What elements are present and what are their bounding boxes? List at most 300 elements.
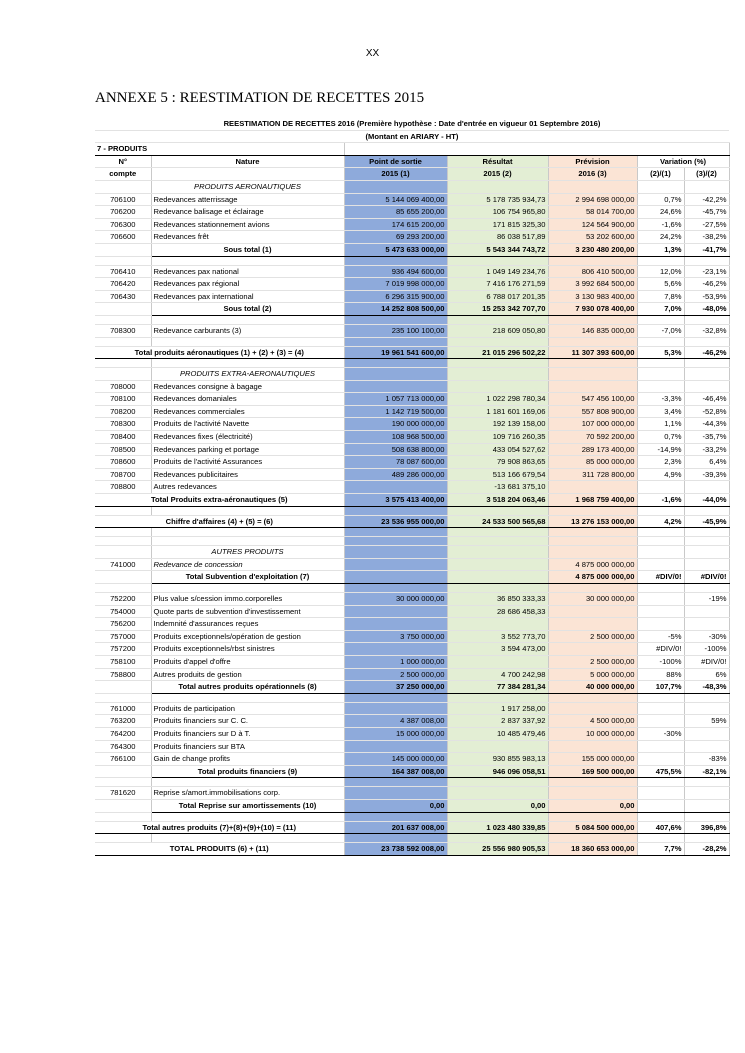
variation-3-2-cell: -35,7%	[684, 431, 729, 444]
variation-2-1-cell	[637, 546, 684, 559]
table-row	[95, 324, 729, 337]
variation-3-2-cell: -82,1%	[684, 765, 729, 778]
resultat-cell: 218 609 050,80	[447, 324, 548, 337]
account-cell: 708300	[95, 418, 151, 431]
variation-3-2-cell	[684, 368, 729, 381]
point-sortie-cell: 37 250 000,00	[344, 681, 447, 694]
account-cell: 706600	[95, 231, 151, 244]
point-sortie-cell	[344, 571, 447, 584]
prevision-cell: 2 500 000,00	[548, 630, 637, 643]
prevision-cell	[548, 740, 637, 753]
prevision-cell: 3 130 983 400,00	[548, 290, 637, 303]
point-sortie-cell: 0,00	[344, 799, 447, 812]
prevision-cell: 40 000 000,00	[548, 681, 637, 694]
table-row	[95, 278, 729, 291]
table-row	[95, 468, 729, 481]
variation-2-1-cell: 7,7%	[637, 843, 684, 856]
table-row	[95, 740, 729, 753]
nature-cell: PRODUITS AERONAUTIQUES	[151, 180, 344, 193]
nature-cell: Sous total (2)	[151, 303, 344, 316]
prevision-cell: 146 835 000,00	[548, 324, 637, 337]
variation-2-1-cell	[637, 787, 684, 800]
point-sortie-cell: 174 615 200,00	[344, 218, 447, 231]
point-sortie-cell: 3 575 413 400,00	[344, 494, 447, 507]
variation-2-1-cell: -5%	[637, 630, 684, 643]
point-sortie-cell: 190 000 000,00	[344, 418, 447, 431]
resultat-cell: 1 022 298 780,34	[447, 393, 548, 406]
resultat-cell: 106 754 965,80	[447, 206, 548, 219]
point-sortie-cell: 23 536 955 000,00	[344, 515, 447, 528]
variation-3-2-cell: -39,3%	[684, 468, 729, 481]
table-row	[95, 727, 729, 740]
nature-cell: Redevance carburants (3)	[151, 324, 344, 337]
point-sortie-cell: 145 000 000,00	[344, 753, 447, 766]
account-cell	[95, 180, 151, 193]
recettes-table	[95, 118, 730, 856]
variation-3-2-cell: #DIV/0!	[684, 655, 729, 668]
variation-3-2-cell: -30%	[684, 630, 729, 643]
resultat-cell: 946 096 058,51	[447, 765, 548, 778]
table-row	[95, 481, 729, 494]
spacer-row	[95, 337, 729, 346]
resultat-cell	[447, 558, 548, 571]
variation-2-1-cell	[637, 740, 684, 753]
variation-2-1-cell: -14,9%	[637, 443, 684, 456]
total-row	[95, 346, 729, 359]
subtotal-row	[95, 571, 729, 584]
prevision-cell: 557 808 900,00	[548, 405, 637, 418]
account-cell: 764200	[95, 727, 151, 740]
variation-2-1-cell: 2,3%	[637, 456, 684, 469]
resultat-cell: 1 181 601 169,06	[447, 405, 548, 418]
section-heading-row	[95, 546, 729, 559]
variation-2-1-cell: -100%	[637, 655, 684, 668]
nature-cell: Redevances stationnement avions	[151, 218, 344, 231]
nature-cell: Autres redevances	[151, 481, 344, 494]
variation-3-2-cell	[684, 380, 729, 393]
section-heading-row	[95, 180, 729, 193]
section-row	[95, 143, 729, 156]
point-sortie-cell	[344, 380, 447, 393]
account-cell: 706430	[95, 290, 151, 303]
account-cell: 764300	[95, 740, 151, 753]
table-row	[95, 668, 729, 681]
variation-3-2-cell: -45,9%	[684, 515, 729, 528]
resultat-cell	[447, 571, 548, 584]
point-sortie-cell: 14 252 808 500,00	[344, 303, 447, 316]
table-row	[95, 787, 729, 800]
variation-2-1-cell	[637, 618, 684, 631]
resultat-cell: 192 139 158,00	[447, 418, 548, 431]
prevision-cell: 11 307 393 600,00	[548, 346, 637, 359]
point-sortie-cell	[344, 546, 447, 559]
account-cell	[95, 368, 151, 381]
account-cell	[95, 303, 151, 316]
nature-cell: Redevances parking et portage	[151, 443, 344, 456]
nature-cell: Total produits financiers (9)	[151, 765, 344, 778]
table-row	[95, 265, 729, 278]
resultat-cell: 1 023 480 339,85	[447, 821, 548, 834]
prevision-cell: 107 000 000,00	[548, 418, 637, 431]
variation-2-1-cell: 7,0%	[637, 303, 684, 316]
resultat-cell: 25 556 980 905,53	[447, 843, 548, 856]
spacer-row	[95, 834, 729, 843]
variation-3-2-cell: -100%	[684, 643, 729, 656]
table-row	[95, 443, 729, 456]
resultat-cell: 28 686 458,33	[447, 605, 548, 618]
resultat-cell: 6 788 017 201,35	[447, 290, 548, 303]
point-sortie-cell: 2 500 000,00	[344, 668, 447, 681]
variation-2-1-cell: 4,9%	[637, 468, 684, 481]
account-cell: 766100	[95, 753, 151, 766]
resultat-cell: 7 416 176 271,59	[447, 278, 548, 291]
subtotal-row	[95, 303, 729, 316]
account-cell: 706420	[95, 278, 151, 291]
nature-cell: Total Reprise sur amortissements (10)	[151, 799, 344, 812]
variation-2-1-cell	[637, 702, 684, 715]
variation-3-2-cell: -32,8%	[684, 324, 729, 337]
table-row	[95, 643, 729, 656]
resultat-cell: 77 384 281,34	[447, 681, 548, 694]
variation-2-1-cell: 407,6%	[637, 821, 684, 834]
table-row	[95, 593, 729, 606]
point-sortie-cell: 5 144 069 400,00	[344, 193, 447, 206]
table-row	[95, 431, 729, 444]
table-row	[95, 655, 729, 668]
col-header-2016-3: 2016 (3)	[548, 168, 637, 181]
resultat-cell: 2 837 337,92	[447, 715, 548, 728]
col-header-resultat: Résultat	[447, 155, 548, 168]
account-cell	[95, 243, 151, 256]
nature-cell: PRODUITS EXTRA-AERONAUTIQUES	[151, 368, 344, 381]
prevision-cell	[548, 546, 637, 559]
point-sortie-cell: 30 000 000,00	[344, 593, 447, 606]
variation-3-2-cell: -83%	[684, 753, 729, 766]
nature-cell: Gain de change profits	[151, 753, 344, 766]
resultat-cell: 24 533 500 565,68	[447, 515, 548, 528]
variation-3-2-cell: 6,4%	[684, 456, 729, 469]
point-sortie-cell: 23 738 592 008,00	[344, 843, 447, 856]
resultat-cell: 433 054 527,62	[447, 443, 548, 456]
nature-cell: Redevances publicitaires	[151, 468, 344, 481]
prevision-cell: 547 456 100,00	[548, 393, 637, 406]
variation-2-1-cell: 5,6%	[637, 278, 684, 291]
prevision-cell: 5 084 500 000,00	[548, 821, 637, 834]
variation-3-2-cell: -46,4%	[684, 393, 729, 406]
nature-cell: Redevances atterrissage	[151, 193, 344, 206]
total-row	[95, 821, 729, 834]
col-header-ratio-3-2: (3)/(2)	[684, 168, 729, 181]
table-row	[95, 558, 729, 571]
variation-3-2-cell	[684, 481, 729, 494]
prevision-cell	[548, 180, 637, 193]
variation-3-2-cell	[684, 787, 729, 800]
variation-2-1-cell	[637, 715, 684, 728]
resultat-cell: 930 855 983,13	[447, 753, 548, 766]
total-row	[95, 494, 729, 507]
nature-cell: Redevance de concession	[151, 558, 344, 571]
variation-2-1-cell: 12,0%	[637, 265, 684, 278]
resultat-cell: 36 850 333,33	[447, 593, 548, 606]
resultat-cell: 3 552 773,70	[447, 630, 548, 643]
prevision-cell: 10 000 000,00	[548, 727, 637, 740]
variation-3-2-cell: -44,0%	[684, 494, 729, 507]
variation-3-2-cell	[684, 558, 729, 571]
nature-cell: Redevance balisage et éclairage	[151, 206, 344, 219]
resultat-cell: 0,00	[447, 799, 548, 812]
account-cell: 781620	[95, 787, 151, 800]
col-header-2015-2: 2015 (2)	[447, 168, 548, 181]
prevision-cell: 311 728 800,00	[548, 468, 637, 481]
nature-cell: Redevances consigne à bagage	[151, 380, 344, 393]
col-header-variation: Variation (%)	[637, 155, 729, 168]
variation-3-2-cell: -23,1%	[684, 265, 729, 278]
table-row	[95, 206, 729, 219]
total-row	[95, 515, 729, 528]
variation-2-1-cell: 1,1%	[637, 418, 684, 431]
nature-cell: Plus value s/cession immo.corporelles	[151, 593, 344, 606]
prevision-cell: 13 276 153 000,00	[548, 515, 637, 528]
prevision-cell: 155 000 000,00	[548, 753, 637, 766]
nature-cell: Indemnité d'assurances reçues	[151, 618, 344, 631]
resultat-cell	[447, 618, 548, 631]
table-row	[95, 753, 729, 766]
prevision-cell: 7 930 078 400,00	[548, 303, 637, 316]
account-cell: 756200	[95, 618, 151, 631]
prevision-cell	[548, 481, 637, 494]
account-cell: 708500	[95, 443, 151, 456]
point-sortie-cell: 19 961 541 600,00	[344, 346, 447, 359]
prevision-cell: 1 968 759 400,00	[548, 494, 637, 507]
table-row	[95, 380, 729, 393]
point-sortie-cell	[344, 558, 447, 571]
table-row	[95, 702, 729, 715]
variation-3-2-cell: -33,2%	[684, 443, 729, 456]
variation-2-1-cell: -1,6%	[637, 218, 684, 231]
point-sortie-cell	[344, 481, 447, 494]
variation-2-1-cell	[637, 558, 684, 571]
variation-2-1-cell: 475,5%	[637, 765, 684, 778]
account-cell	[95, 799, 151, 812]
prevision-cell	[548, 702, 637, 715]
account-cell	[95, 546, 151, 559]
nature-cell: Redevances commerciales	[151, 405, 344, 418]
nature-cell: Produits de participation	[151, 702, 344, 715]
variation-2-1-cell: -1,6%	[637, 494, 684, 507]
col-header-nature: Nature	[151, 155, 344, 168]
nature-cell: Produits d'appel d'offre	[151, 655, 344, 668]
variation-2-1-cell	[637, 799, 684, 812]
resultat-cell: 79 908 863,65	[447, 456, 548, 469]
account-cell: 708700	[95, 468, 151, 481]
prevision-cell: 2 500 000,00	[548, 655, 637, 668]
variation-3-2-cell: -53,9%	[684, 290, 729, 303]
point-sortie-cell: 1 142 719 500,00	[344, 405, 447, 418]
variation-3-2-cell: -46,2%	[684, 346, 729, 359]
point-sortie-cell	[344, 180, 447, 193]
variation-2-1-cell: 0,7%	[637, 431, 684, 444]
resultat-cell: 5 543 344 743,72	[447, 243, 548, 256]
prevision-cell	[548, 643, 637, 656]
prevision-cell: 3 230 480 200,00	[548, 243, 637, 256]
resultat-cell	[447, 655, 548, 668]
variation-3-2-cell	[684, 618, 729, 631]
variation-3-2-cell: -46,2%	[684, 278, 729, 291]
annexe-title: ANNEXE 5 : REESTIMATION DE RECETTES 2015	[95, 90, 425, 106]
point-sortie-cell	[344, 618, 447, 631]
prevision-cell: 85 000 000,00	[548, 456, 637, 469]
total-label: Total autres produits (7)+(8)+(9)+(10) = (11)	[95, 821, 344, 834]
total-label: Total Produits extra-aéronautiques (5)	[95, 494, 344, 507]
variation-2-1-cell: -30%	[637, 727, 684, 740]
account-cell	[95, 681, 151, 694]
variation-3-2-cell	[684, 740, 729, 753]
resultat-cell: 513 166 679,54	[447, 468, 548, 481]
point-sortie-cell	[344, 702, 447, 715]
nature-cell: Autres produits de gestion	[151, 668, 344, 681]
point-sortie-cell	[344, 605, 447, 618]
table-row	[95, 393, 729, 406]
variation-2-1-cell: 7,8%	[637, 290, 684, 303]
account-cell: 708800	[95, 481, 151, 494]
resultat-cell	[447, 787, 548, 800]
variation-3-2-cell: -52,8%	[684, 405, 729, 418]
table-row	[95, 290, 729, 303]
variation-3-2-cell	[684, 180, 729, 193]
table-row	[95, 630, 729, 643]
total-row	[95, 843, 729, 856]
account-cell: 763200	[95, 715, 151, 728]
nature-cell: Produits financiers sur BTA	[151, 740, 344, 753]
point-sortie-cell: 1 057 713 000,00	[344, 393, 447, 406]
spacer-row	[95, 537, 729, 546]
resultat-cell: 4 700 242,98	[447, 668, 548, 681]
account-cell: 708400	[95, 431, 151, 444]
spacer-row	[95, 256, 729, 265]
resultat-cell: -13 681 375,10	[447, 481, 548, 494]
variation-2-1-cell: 24,6%	[637, 206, 684, 219]
table-row	[95, 405, 729, 418]
nature-cell: Produits de l'activité Navette	[151, 418, 344, 431]
variation-2-1-cell: 3,4%	[637, 405, 684, 418]
resultat-cell: 3 518 204 063,46	[447, 494, 548, 507]
spacer-row	[95, 528, 729, 537]
subtotal-row	[95, 243, 729, 256]
account-cell: 708300	[95, 324, 151, 337]
variation-3-2-cell: -44,3%	[684, 418, 729, 431]
variation-2-1-cell: 1,3%	[637, 243, 684, 256]
total-label: TOTAL PRODUITS (6) + (11)	[95, 843, 344, 856]
nature-cell: Redevances pax régional	[151, 278, 344, 291]
variation-3-2-cell	[684, 727, 729, 740]
table-row	[95, 605, 729, 618]
prevision-cell: 124 564 900,00	[548, 218, 637, 231]
variation-2-1-cell: #DIV/0!	[637, 571, 684, 584]
account-cell: 761000	[95, 702, 151, 715]
account-cell: 708200	[95, 405, 151, 418]
variation-2-1-cell	[637, 593, 684, 606]
prevision-cell: 4 875 000 000,00	[548, 571, 637, 584]
point-sortie-cell: 6 296 315 900,00	[344, 290, 447, 303]
table-row	[95, 715, 729, 728]
prevision-cell: 30 000 000,00	[548, 593, 637, 606]
prevision-cell: 58 014 700,00	[548, 206, 637, 219]
table-row	[95, 193, 729, 206]
resultat-cell: 109 716 260,35	[447, 431, 548, 444]
variation-2-1-cell	[637, 180, 684, 193]
variation-3-2-cell: #DIV/0!	[684, 571, 729, 584]
variation-2-1-cell: -3,3%	[637, 393, 684, 406]
resultat-cell: 1 049 149 234,76	[447, 265, 548, 278]
nature-cell: Redevances pax national	[151, 265, 344, 278]
col-header-2015-1: 2015 (1)	[344, 168, 447, 181]
prevision-cell: 2 994 698 000,00	[548, 193, 637, 206]
nature-cell: Redevances pax international	[151, 290, 344, 303]
variation-2-1-cell: 24,2%	[637, 231, 684, 244]
account-cell: 706300	[95, 218, 151, 231]
account-cell	[95, 765, 151, 778]
spreadsheet	[95, 118, 729, 856]
col-header-point-sortie: Point de sortie	[344, 155, 447, 168]
point-sortie-cell: 69 293 200,00	[344, 231, 447, 244]
spacer-row	[95, 315, 729, 324]
resultat-cell	[447, 380, 548, 393]
point-sortie-cell: 164 387 008,00	[344, 765, 447, 778]
nature-cell: AUTRES PRODUITS	[151, 546, 344, 559]
variation-2-1-cell: 107,7%	[637, 681, 684, 694]
resultat-cell: 171 815 325,30	[447, 218, 548, 231]
variation-3-2-cell: -38,2%	[684, 231, 729, 244]
nature-cell: Redevances frêt	[151, 231, 344, 244]
prevision-cell	[548, 605, 637, 618]
prevision-cell: 70 592 200,00	[548, 431, 637, 444]
point-sortie-cell: 235 100 100,00	[344, 324, 447, 337]
point-sortie-cell	[344, 740, 447, 753]
resultat-cell: 21 015 296 502,22	[447, 346, 548, 359]
subtotal-row	[95, 799, 729, 812]
spacer-row	[95, 778, 729, 787]
table-subtitle: (Montant en ARIARY - HT)	[95, 130, 729, 143]
spacer-row	[95, 506, 729, 515]
prevision-cell: 0,00	[548, 799, 637, 812]
variation-2-1-cell	[637, 605, 684, 618]
nature-cell: Produits exceptionnels/opération de gestion	[151, 630, 344, 643]
point-sortie-cell: 201 637 008,00	[344, 821, 447, 834]
point-sortie-cell	[344, 787, 447, 800]
prevision-cell	[548, 380, 637, 393]
variation-3-2-cell: -41,7%	[684, 243, 729, 256]
variation-2-1-cell: 4,2%	[637, 515, 684, 528]
account-cell: 757000	[95, 630, 151, 643]
variation-2-1-cell: -7,0%	[637, 324, 684, 337]
table-row	[95, 231, 729, 244]
variation-3-2-cell: -48,3%	[684, 681, 729, 694]
resultat-cell: 1 917 258,00	[447, 702, 548, 715]
point-sortie-cell: 85 655 200,00	[344, 206, 447, 219]
point-sortie-cell: 508 638 800,00	[344, 443, 447, 456]
table-row	[95, 456, 729, 469]
variation-3-2-cell	[684, 799, 729, 812]
table-subtitle-row	[95, 130, 729, 143]
col-header-num: N°	[95, 155, 151, 168]
table-row	[95, 218, 729, 231]
resultat-cell: 15 253 342 707,70	[447, 303, 548, 316]
point-sortie-cell: 108 968 500,00	[344, 431, 447, 444]
variation-2-1-cell: 5,3%	[637, 346, 684, 359]
header-row-1	[95, 155, 729, 168]
subtotal-row	[95, 765, 729, 778]
subtotal-row	[95, 681, 729, 694]
